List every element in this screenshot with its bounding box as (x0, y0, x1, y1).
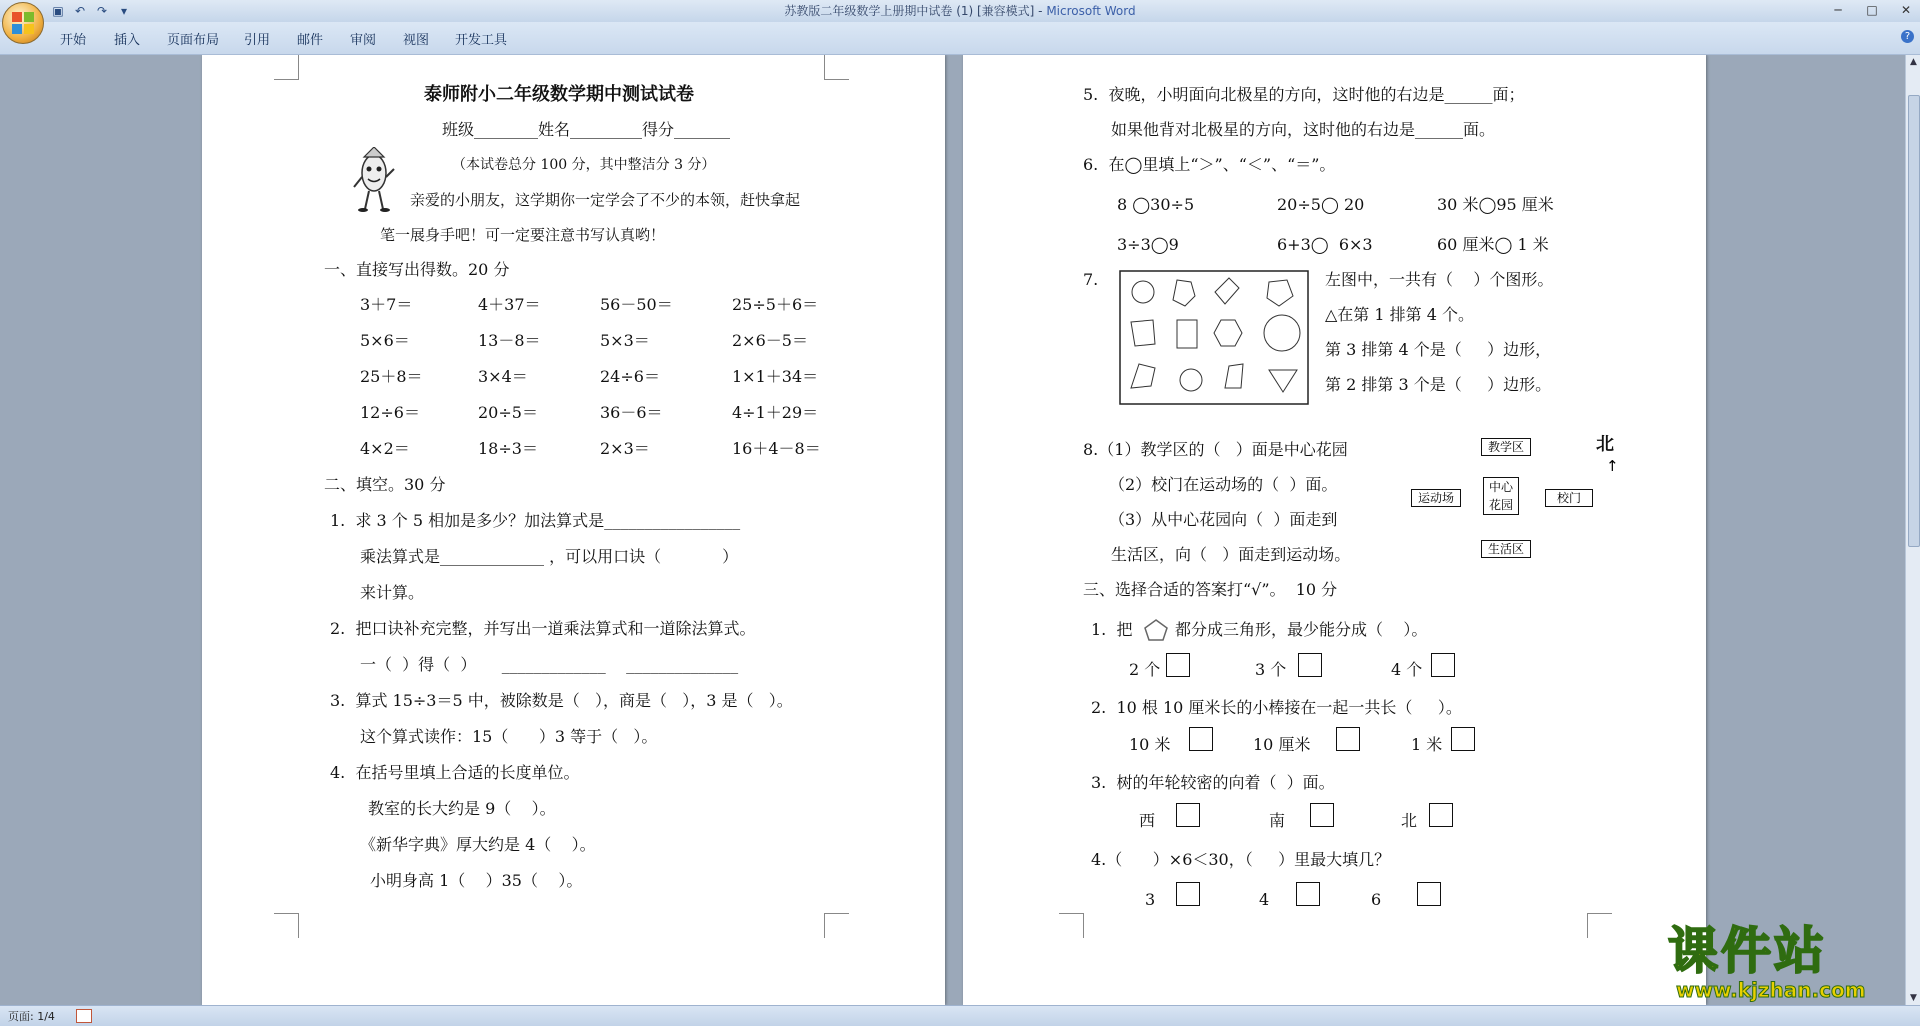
option-label: 南 (1269, 811, 1286, 830)
option-label: 10 米 (1129, 735, 1171, 754)
question-text: 这个算式读作：15（ ）3 等于（ ）。 (360, 727, 658, 746)
compare-item: 3÷3◯9 (1117, 235, 1179, 254)
calc-item: 56－50＝ (600, 295, 673, 314)
option-label: 北 (1401, 811, 1418, 830)
crop-mark (1059, 913, 1084, 938)
maximize-icon[interactable]: □ (1866, 3, 1878, 17)
tab-references[interactable]: 引用 (244, 33, 271, 48)
status-bar (0, 1005, 1920, 1026)
undo-icon[interactable]: ↶ (74, 4, 86, 18)
tab-view[interactable]: 视图 (403, 33, 430, 48)
title-bar (0, 0, 1920, 22)
map-label-gate: 校门 (1545, 489, 1593, 507)
calc-item: 18÷3＝ (478, 439, 538, 458)
answer-checkbox[interactable] (1451, 727, 1475, 751)
question-text: 4. 在括号里填上合适的长度单位。 (330, 763, 580, 782)
question-text: 1. 求 3 个 5 相加是多少？加法算式是_________________ (330, 511, 741, 530)
calc-item: 36－6＝ (600, 403, 663, 422)
calc-item: 2×3＝ (600, 439, 650, 458)
tab-home[interactable]: 开始 (60, 33, 87, 48)
watermark-logo (1668, 923, 1898, 1001)
question-text: 第 3 排第 4 个是（ ）边形， (1325, 340, 1552, 359)
calc-item: 2×6－5＝ (732, 331, 808, 350)
answer-checkbox[interactable] (1431, 653, 1455, 677)
window-title: 苏教版二年级数学上册期中试卷 (1) [兼容模式] - Microsoft Word (784, 4, 1136, 18)
answer-checkbox[interactable] (1298, 653, 1322, 677)
tab-developer[interactable]: 开发工具 (455, 33, 508, 48)
question-text: 来计算。 (360, 583, 425, 602)
question-text: 第 2 排第 3 个是（ ）边形。 (1325, 375, 1552, 394)
north-label: 北 (1596, 434, 1614, 455)
question-text: 《新华字典》厚大约是 4（ ）。 (360, 835, 596, 854)
tab-review[interactable]: 审阅 (350, 33, 377, 48)
calc-item: 5×6＝ (360, 331, 410, 350)
calc-item: 4÷1＋29＝ (732, 403, 819, 422)
map-label-sports: 运动场 (1411, 489, 1461, 507)
compare-item: 30 米◯95 厘米 (1437, 195, 1554, 214)
calc-item: 25÷5＋6＝ (732, 295, 819, 314)
minimize-icon[interactable]: ─ (1834, 3, 1842, 17)
answer-checkbox[interactable] (1176, 882, 1200, 906)
answer-checkbox[interactable] (1310, 803, 1334, 827)
section-heading: 一、直接写出得数。20 分 (324, 260, 510, 279)
question-number: 7. (1083, 270, 1099, 289)
option-label: 3 (1145, 890, 1156, 909)
option-label: 西 (1139, 811, 1156, 830)
scroll-up-icon[interactable]: ▲ (1910, 57, 1917, 67)
question-text: 生活区，向（ ）面走到运动场。 (1111, 545, 1351, 564)
office-logo-icon (12, 12, 34, 34)
crop-mark (824, 913, 849, 938)
question-text: 3. 树的年轮较密的向着（ ）面。 (1091, 773, 1335, 792)
crop-mark (1587, 913, 1612, 938)
question-text: 一（ ）得（ ） _____________ ______________ (360, 655, 739, 674)
option-label: 4 个 (1391, 660, 1423, 679)
tab-mailings[interactable]: 邮件 (297, 33, 324, 48)
watermark-url: www.kjzhan.com (1676, 978, 1866, 1002)
compare-item: 20÷5◯ 20 (1277, 195, 1365, 214)
question-text: 左图中，一共有（ ）个图形。 (1325, 270, 1554, 289)
compare-item: 6+3◯ 6×3 (1277, 235, 1373, 254)
save-icon[interactable]: ▣ (52, 4, 64, 18)
greeting-text: 笔一展身手吧！可一定要注意书写认真哟！ (380, 226, 666, 244)
map-label-teaching: 教学区 (1481, 438, 1531, 456)
option-label: 2 个 (1129, 660, 1161, 679)
calc-item: 4＋37＝ (478, 295, 541, 314)
question-text: 如果他背对北极星的方向，这时他的右边是______面。 (1111, 120, 1496, 139)
calc-item: 16＋4－8＝ (732, 439, 821, 458)
question-text: 乘法算式是_____________ ，可以用口诀（ ） (360, 547, 739, 566)
question-text: 小明身高 1（ ）35（ ）。 (370, 871, 583, 890)
exam-title: 泰师附小二年级数学期中测试试卷 (424, 84, 694, 105)
help-icon[interactable]: ? (1901, 30, 1914, 43)
watermark-text: 课件站 (1668, 922, 1827, 980)
office-button[interactable] (2, 2, 44, 44)
document-page-1 (202, 55, 945, 1005)
score-note: （本试卷总分 100 分，其中整洁分 3 分） (452, 157, 716, 173)
tab-page-layout[interactable]: 页面布局 (167, 33, 220, 48)
crop-mark (274, 913, 299, 938)
pencil-mascot-icon (352, 147, 396, 213)
close-icon[interactable]: ✕ (1900, 3, 1912, 17)
section-heading: 三、选择合适的答案打“√”。 10 分 (1083, 580, 1338, 599)
question-text: （3）从中心花园向（ ）面走到 (1109, 510, 1338, 529)
question-text: 2. 把口诀补充完整，并写出一道乘法算式和一道除法算式。 (330, 619, 756, 638)
answer-checkbox[interactable] (1166, 653, 1190, 677)
north-arrow-icon: ↑ (1606, 457, 1619, 475)
calc-item: 24÷6＝ (600, 367, 660, 386)
window-controls (1828, 2, 1916, 18)
map-label-center: 中心花园 (1483, 477, 1519, 515)
question-text: 1. 把 (1091, 620, 1133, 639)
question-text: 都分成三角形，最少能分成（ ）。 (1175, 620, 1428, 639)
calc-item: 3×4＝ (478, 367, 528, 386)
question-text: 8.（1）教学区的（ ）面是中心花园 (1083, 440, 1348, 459)
crop-mark (824, 55, 849, 80)
quick-access-toolbar (50, 3, 132, 19)
calc-item: 12÷6＝ (360, 403, 420, 422)
customize-icon[interactable]: ▾ (120, 4, 128, 18)
question-text: 4.（ ）×6＜30，（ ）里最大填几？ (1091, 850, 1391, 869)
option-label: 3 个 (1255, 660, 1287, 679)
question-text: 教室的长大约是 9（ ）。 (368, 799, 556, 818)
student-info-line: 班级________姓名_________得分_______ (442, 120, 731, 139)
option-label: 4 (1259, 890, 1270, 909)
compare-item: 60 厘米◯ 1 米 (1437, 235, 1549, 254)
answer-checkbox[interactable] (1417, 882, 1441, 906)
option-label: 6 (1371, 890, 1382, 909)
ribbon-tabs (0, 22, 1920, 55)
answer-checkbox[interactable] (1336, 727, 1360, 751)
answer-checkbox[interactable] (1429, 803, 1453, 827)
greeting-text: 亲爱的小朋友，这学期你一定学会了不少的本领，赶快拿起 (410, 191, 801, 209)
calc-item: 4×2＝ (360, 439, 410, 458)
option-label: 10 厘米 (1253, 735, 1311, 754)
question-text: △在第 1 排第 4 个。 (1325, 305, 1475, 324)
page-indicator[interactable]: 页面: 1/4 (8, 1010, 55, 1023)
shapes-figure (1119, 270, 1309, 405)
proofing-icon[interactable] (76, 1009, 92, 1023)
question-text: 2. 10 根 10 厘米长的小棒接在一起一共长（ ）。 (1091, 698, 1462, 717)
question-text: 5. 夜晚，小明面向北极星的方向，这时他的右边是______面； (1083, 85, 1525, 104)
question-text: （2）校门在运动场的（ ）面。 (1109, 475, 1338, 494)
calc-item: 20÷5＝ (478, 403, 538, 422)
calc-item: 5×3＝ (600, 331, 650, 350)
calc-item: 13－8＝ (478, 331, 541, 350)
map-label-living: 生活区 (1481, 540, 1531, 558)
crop-mark (274, 55, 299, 80)
answer-checkbox[interactable] (1189, 727, 1213, 751)
answer-checkbox[interactable] (1176, 803, 1200, 827)
pentagon-icon (1143, 618, 1169, 642)
scroll-thumb[interactable] (1908, 95, 1920, 547)
scroll-down-icon[interactable]: ▼ (1910, 993, 1917, 1003)
question-text: 3. 算式 15÷3＝5 中，被除数是（ ），商是（ ），3 是（ ）。 (330, 691, 793, 710)
calc-item: 25＋8＝ (360, 367, 423, 386)
answer-checkbox[interactable] (1296, 882, 1320, 906)
calc-item: 1×1＋34＝ (732, 367, 819, 386)
compare-item: 8 ◯30÷5 (1117, 195, 1195, 214)
section-heading: 二、填空。30 分 (324, 475, 446, 494)
redo-icon[interactable]: ↷ (96, 4, 108, 18)
calc-item: 3＋7＝ (360, 295, 413, 314)
document-area (0, 55, 1905, 1005)
vertical-scrollbar[interactable] (1905, 55, 1920, 1005)
tab-insert[interactable]: 插入 (114, 33, 141, 48)
option-label: 1 米 (1411, 735, 1443, 754)
document-page-2 (963, 55, 1706, 1005)
question-text: 6. 在◯里填上“＞”、“＜”、“＝”。 (1083, 155, 1336, 174)
